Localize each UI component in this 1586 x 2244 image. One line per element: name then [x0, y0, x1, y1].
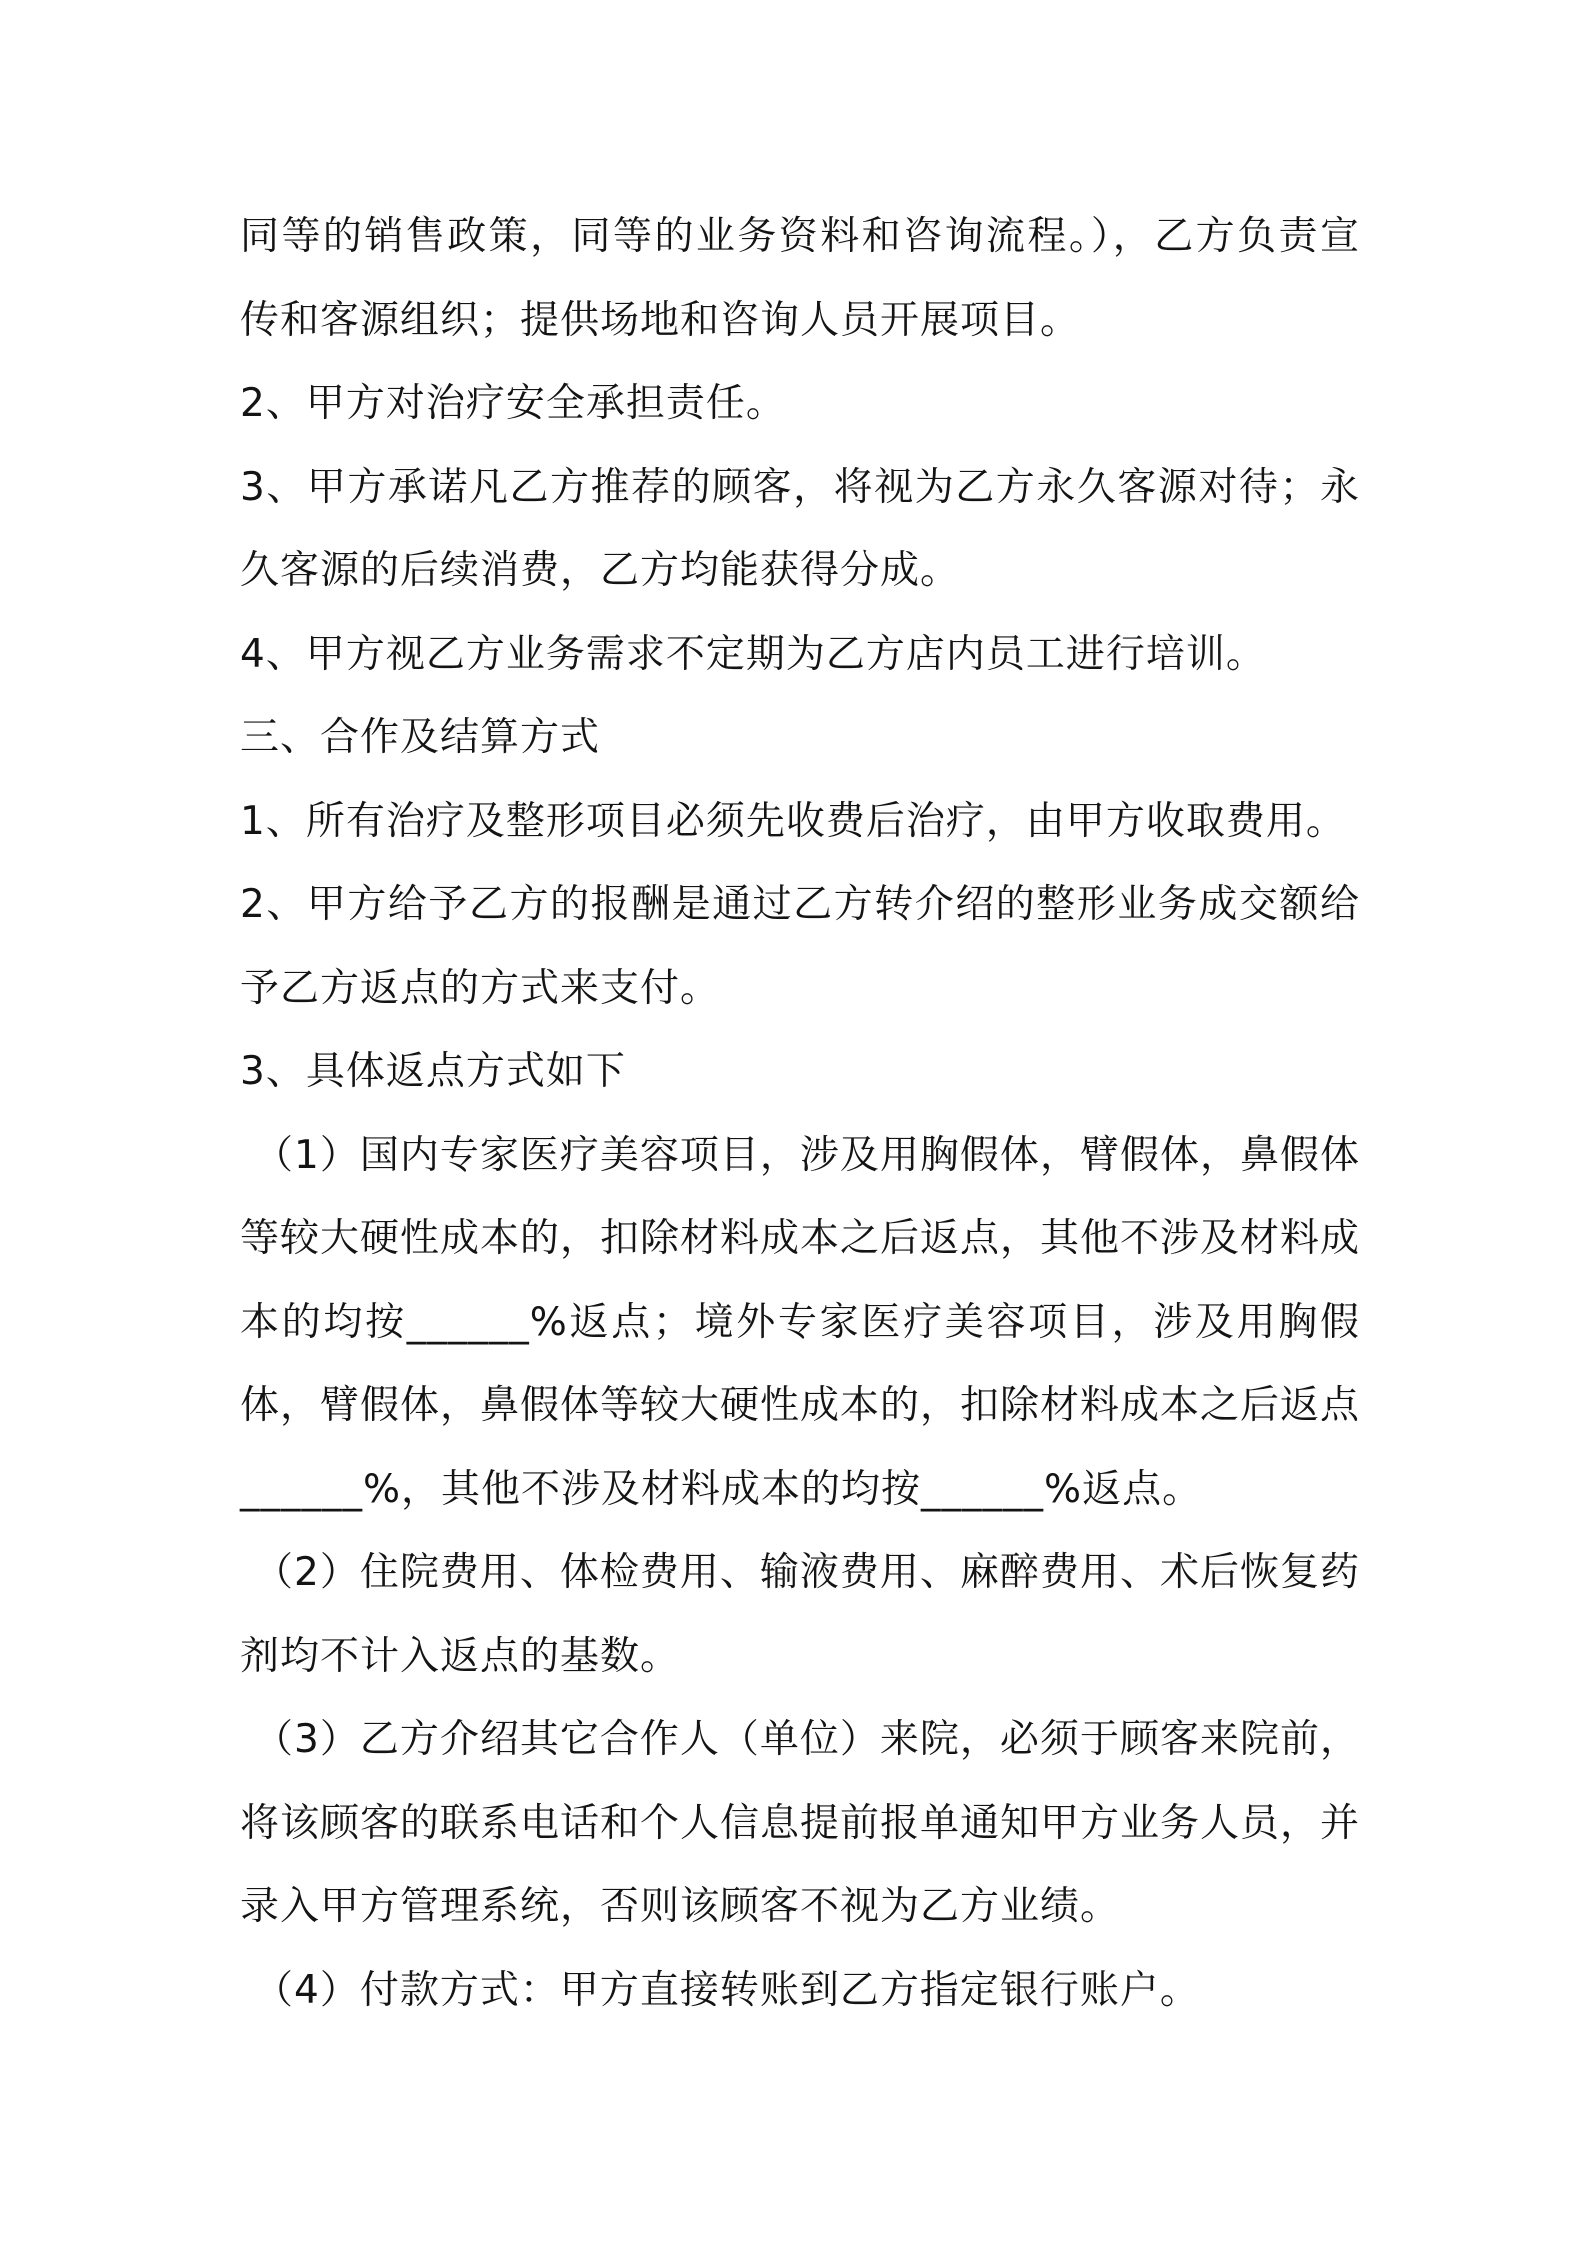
paragraph-item-1-rebate: （1）国内专家医疗美容项目，涉及用胸假体，臂假体，鼻假体等较大硬性成本的，扣除材料成本之后返点，其他不涉及材料成本的均按______%返点；境外专家医疗美容项目，涉及用胸假体，臂假体，鼻假体等较大硬性成本的，扣除材料成本之后返点______%，其他不涉及材料成本的均按______%返点。 [240, 1132, 1361, 1512]
paragraph-clause-2-safety: 2、甲方对治疗安全承担责任。 [240, 381, 786, 426]
paragraph-item-4-payment: （4）付款方式：甲方直接转账到乙方指定银行账户。 [254, 1967, 1200, 2013]
section-heading-settlement: 三、合作及结算方式 [240, 715, 601, 760]
paragraph-item-2-excluded: （2）住院费用、体检费用、输液费用、麻醉费用、术后恢复药剂均不计入返点的基数。 [240, 1550, 1360, 1679]
paragraph-item-3-referral: （3）乙方介绍其它合作人（单位）来院，必须于顾客来院前，将该顾客的联系电话和个人信息提前报单通知甲方业务人员，并录入甲方管理系统，否则该顾客不视为乙方业绩。 [240, 1717, 1361, 1929]
paragraph-clause-3-clients: 3、甲方承诺凡乙方推荐的顾客，将视为乙方永久客源对待；永久客源的后续消费，乙方均能获得分成。 [240, 464, 1360, 593]
paragraph-promotion-duty: 同等的销售政策，同等的业务资料和咨询流程。），乙方负责宣传和客源组织；提供场地和咨询人员开展项目。 [240, 214, 1360, 343]
paragraph-settlement-1: 1、所有治疗及整形项目必须先收费后治疗，由甲方收取费用。 [240, 798, 1346, 844]
document-body [240, 195, 1360, 2032]
paragraph-settlement-3: 3、具体返点方式如下 [240, 1049, 626, 1094]
paragraph-settlement-2: 2、甲方给予乙方的报酬是通过乙方转介绍的整形业务成交额给予乙方返点的方式来支付。 [240, 882, 1360, 1011]
paragraph-clause-4-training: 4、甲方视乙方业务需求不定期为乙方店内员工进行培训。 [240, 631, 1266, 677]
